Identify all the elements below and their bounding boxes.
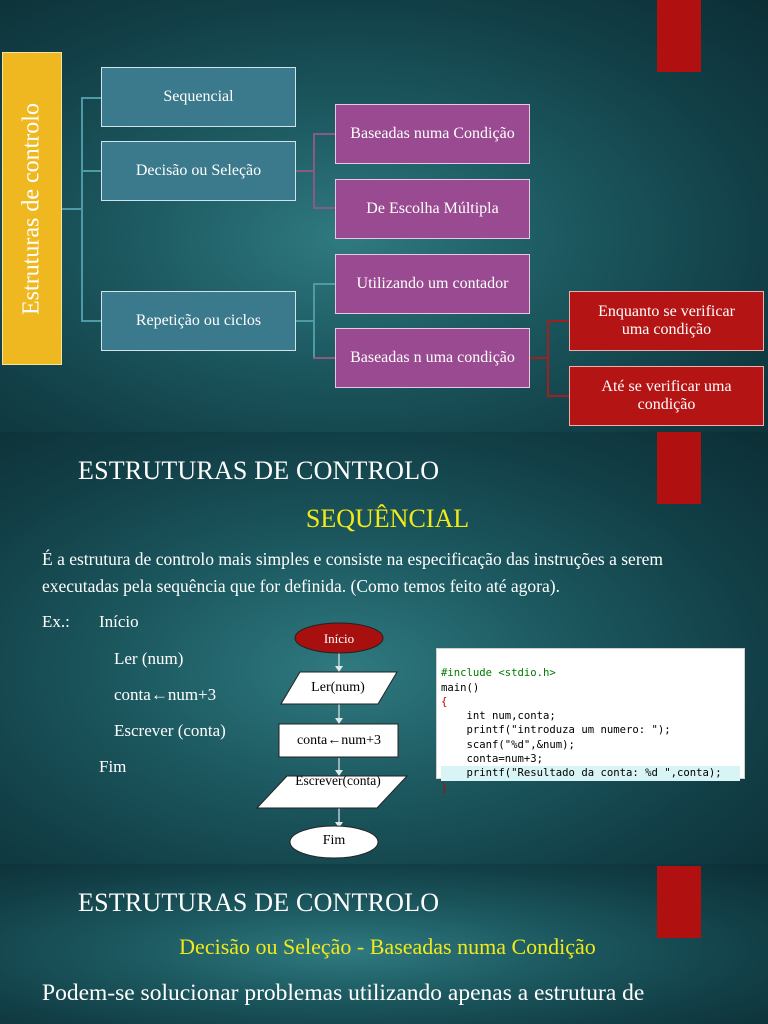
connector <box>81 170 101 172</box>
flow-assign-label: conta←num+3 <box>296 733 382 748</box>
box-ate-label: Até se verificar uma condição <box>601 377 732 413</box>
example-step: Início <box>99 612 139 631</box>
connector <box>313 133 335 135</box>
box-repeticao <box>101 291 296 351</box>
code-line: main() <box>441 681 480 694</box>
box-baseadas-condicao <box>335 104 530 164</box>
box-ate <box>569 366 764 426</box>
connector <box>547 320 569 322</box>
connector <box>81 97 83 322</box>
connector <box>547 320 549 396</box>
flow-end-label: Fim <box>322 833 346 848</box>
box-sequencial-label: Sequencial <box>163 87 234 105</box>
slide-title: ESTRUTURAS DE CONTROLO <box>78 888 440 917</box>
slide-structures-diagram <box>0 0 768 432</box>
box-decisao-label: Decisão ou Seleção <box>135 161 262 179</box>
box-escolha-multipla-label: De Escolha Múltipla <box>366 199 499 217</box>
connector <box>313 133 315 209</box>
box-escolha-multipla <box>335 179 530 239</box>
box-contador <box>335 254 530 314</box>
slide-paragraph: É a estrutura de controlo mais simples e consiste na especificação das instruções a serem executadas pela sequência que for definida. (Como temos feito até agora). <box>42 549 664 596</box>
example-step: Ler (num) <box>114 649 184 668</box>
slide-sequencial <box>0 432 768 864</box>
code-line: conta=num+3; <box>441 753 544 766</box>
connector <box>313 357 335 359</box>
connector <box>296 170 314 172</box>
connector <box>81 97 101 99</box>
box-sequencial <box>101 67 296 127</box>
slide-subtitle: SEQUÊNCIAL <box>305 504 470 533</box>
connector <box>313 207 335 209</box>
code-line-highlighted: printf("Resultado da conta: %d ",conta); <box>441 766 740 780</box>
flow-start-label: Início <box>323 631 355 646</box>
code-line: #include <stdio.h> <box>441 667 556 680</box>
code-snippet <box>436 648 745 794</box>
box-enquanto <box>569 291 764 351</box>
connector <box>313 283 335 285</box>
connector <box>296 320 314 322</box>
connector <box>547 395 569 397</box>
example-step: conta←num+3 <box>114 685 217 704</box>
code-line: } <box>441 781 448 794</box>
box-baseadas-n-condicao <box>335 328 530 388</box>
slide-subtitle: Decisão ou Seleção - Baseadas numa Condição <box>179 934 596 959</box>
connector <box>81 320 101 322</box>
example-prefix: Ex.: <box>42 612 70 631</box>
example-step: Escrever (conta) <box>114 721 226 740</box>
vertical-label-box <box>2 52 62 365</box>
box-repeticao-label: Repetição ou ciclos <box>135 311 262 329</box>
code-line: printf("introduza um numero: "); <box>441 724 671 737</box>
flow-read-label: Ler(num) <box>311 680 365 695</box>
slide-decisao <box>0 864 768 1024</box>
box-decisao <box>101 141 296 201</box>
flow-write-label: Escrever(conta) <box>295 773 381 788</box>
red-accent-bar <box>657 866 701 938</box>
box-contador-label: Utilizando um contador <box>356 274 509 292</box>
code-line: int num,conta; <box>441 710 556 723</box>
code-line: scanf("%d",&num); <box>441 738 575 751</box>
box-baseadas-n-condicao-label: Baseadas n uma condição <box>350 348 515 366</box>
connector <box>62 208 82 210</box>
example-step: Fim <box>99 757 127 776</box>
code-line: { <box>441 695 448 708</box>
box-enquanto-label: Enquanto se verificar uma condição <box>598 302 735 338</box>
slide-title: ESTRUTURAS DE CONTROLO <box>78 456 440 485</box>
slide-paragraph: Podem-se solucionar problemas utilizando apenas a estrutura de <box>42 980 645 1006</box>
red-accent-bar <box>657 0 701 72</box>
vertical-label: Estruturas de controlo <box>18 102 45 315</box>
connector <box>530 357 548 359</box>
box-baseadas-condicao-label: Baseadas numa Condição <box>350 124 515 142</box>
red-accent-bar <box>657 432 701 504</box>
connector <box>313 283 315 358</box>
